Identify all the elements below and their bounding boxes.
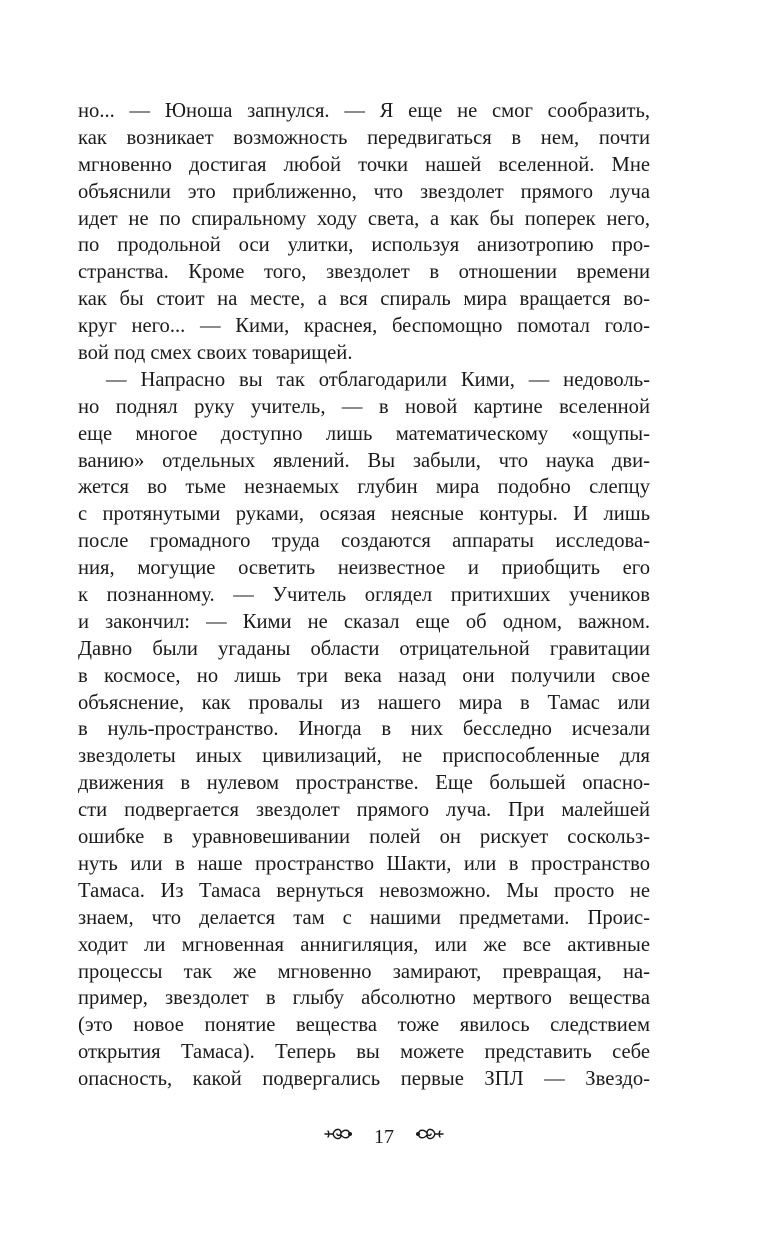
text-line: мгновенно достигая любой точки нашей вселенной. Мне — [78, 153, 650, 176]
text-line: странства. Кроме того, звездолет в отношении времени — [78, 261, 650, 284]
text-line: но поднял руку учитель, — в новой картине вселенной — [78, 395, 650, 418]
text-line: опасность, какой подвергались первые ЗПЛ — Звездо- — [78, 1068, 650, 1091]
text-line: но... — Юноша запнулся. — Я еще не смог сообразить, — [78, 100, 650, 122]
text-line: процессы так же мгновенно замирают, превращая, на- — [78, 960, 650, 983]
text-line: движения в нулевом пространстве. Еще большей опасно- — [78, 772, 650, 795]
text-line: Давно были угаданы области отрицательной гравитации — [78, 637, 650, 660]
text-line: круг него... — Кими, краснея, беспомощно помотал голо- — [78, 315, 650, 338]
text-line: ходит ли мгновенная аннигиляция, или же все активные — [78, 933, 650, 956]
text-line: по продольной оси улитки, используя анизотропию про- — [78, 234, 650, 257]
text-line: в нуль-пространство. Иногда в них бесследно исчезали — [78, 718, 650, 741]
page-number: 17 — [374, 1126, 394, 1149]
text-line: звездолеты иных цивилизаций, не приспособленные для — [78, 745, 650, 768]
text-line: идет не по спиральному ходу света, а как бы поперек него, — [78, 207, 650, 230]
text-line: и закончил: — Кими не сказал еще об одном, важном. — [78, 610, 650, 633]
text-line: (это новое понятие вещества тоже явилось следствием — [78, 1014, 650, 1037]
ornament-right-icon — [415, 1124, 445, 1150]
text-line: ошибке в уравновешивании полей он рискует соскольз- — [78, 826, 650, 849]
text-line: объяснение, как провалы из нашего мира в Тамас или — [78, 691, 650, 714]
text-line: жется во тьме незнаемых глубин мира подобно слепцу — [78, 476, 650, 499]
text-line: — Напрасно вы так отблагодарили Кими, — недоволь- — [106, 368, 650, 391]
book-page — [78, 98, 650, 1093]
text-line: с протянутыми руками, осязая неясные контуры. И лишь — [78, 503, 650, 526]
text-line: как возникает возможность передвигаться в нем, почти — [78, 126, 650, 149]
text-line: еще многое доступно лишь математическому «ощупы- — [78, 422, 650, 445]
text-line: после громадного труда создаются аппараты исследова- — [78, 530, 650, 553]
text-line: объяснили это приближенно, что звездолет прямого луча — [78, 180, 650, 203]
text-line: ванию» отдельных явлений. Вы забыли, что наука дви- — [78, 449, 650, 472]
text-line: вой под смех своих товарищей. — [78, 342, 353, 365]
page-footer — [0, 1124, 768, 1150]
text-line: как бы стоит на месте, а вся спираль мира вращается во- — [78, 288, 650, 311]
text-line: сти подвергается звездолет прямого луча. При малейшей — [78, 799, 650, 822]
text-line: знаем, что делается там с нашими предметами. Проис- — [78, 906, 650, 929]
text-line: к познанному. — Учитель оглядел притихших учеников — [78, 584, 650, 607]
text-line: в космосе, но лишь три века назад они получили свое — [78, 664, 650, 687]
body-text — [78, 98, 650, 1093]
text-line: открытия Тамаса). Теперь вы можете представить себе — [78, 1041, 650, 1064]
text-line: пример, звездолет в глыбу абсолютно мертвого вещества — [78, 987, 650, 1010]
ornament-left-icon — [323, 1124, 353, 1150]
text-line: Тамаса. Из Тамаса вернуться невозможно. Мы просто не — [78, 879, 650, 902]
text-line: нуть или в наше пространство Шакти, или в пространство — [78, 852, 650, 875]
text-line: ния, могущие осветить неизвестное и приобщить его — [78, 557, 650, 580]
